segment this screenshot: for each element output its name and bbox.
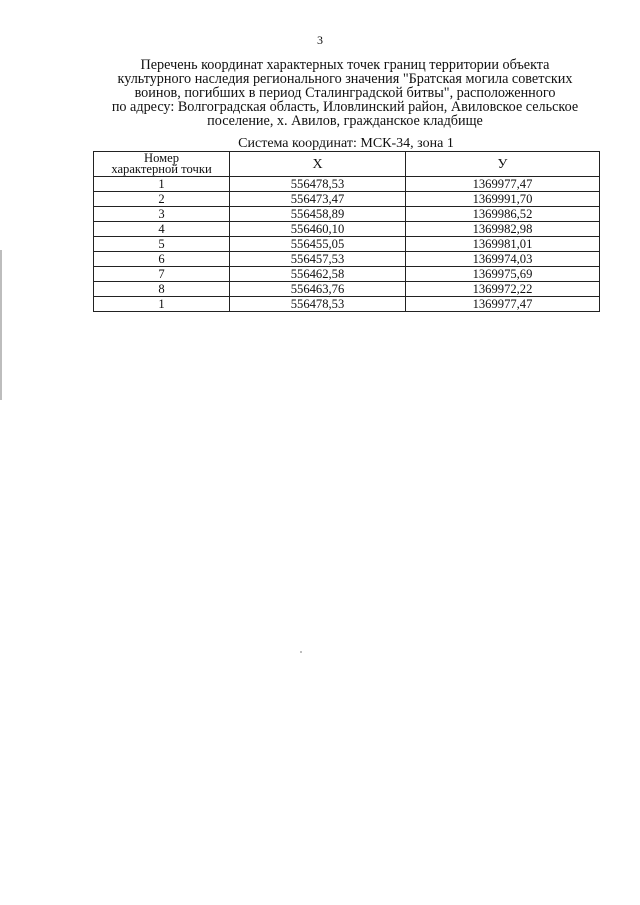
table-row [94,207,600,222]
title-line: поселение, х. Авилов, гражданское кладбище [207,113,483,129]
cell-y: 1369974,03 [406,252,600,267]
cell-point: 6 [94,252,230,267]
cell-y: 1369977,47 [406,297,600,312]
table-row [94,177,600,192]
cell-point: 3 [94,207,230,222]
coordinates-table [93,151,600,312]
cell-x: 556462,58 [230,267,406,282]
cell-x: 556455,05 [230,237,406,252]
table-row [94,297,600,312]
header-point-line1: Номер [143,150,179,165]
cell-x: 556478,53 [230,177,406,192]
title-line: воинов, погибших в период Сталинградской битвы", расположенного [134,85,556,101]
cell-point: 5 [94,237,230,252]
table-header-row [94,152,600,177]
cell-point: 8 [94,282,230,297]
table-row [94,192,600,207]
header-x: X [230,152,406,177]
cell-x: 556473,47 [230,192,406,207]
cell-y: 1369981,01 [406,237,600,252]
cell-point: 1 [94,177,230,192]
scan-edge-mark [0,250,2,400]
cell-x: 556460,10 [230,222,406,237]
table-row [94,282,600,297]
cell-y: 1369991,70 [406,192,600,207]
cell-y: 1369982,98 [406,222,600,237]
coordinate-system-caption: Система координат: МСК-34, зона 1 [238,136,454,151]
cell-point: 2 [94,192,230,207]
table-row [94,237,600,252]
header-point-line2: характерной точки [111,162,212,176]
title-line: культурного наследия регионального значения "Братская могила советских [117,71,573,87]
scan-dot-mark [300,651,302,653]
table-row [94,267,600,282]
cell-point: 4 [94,222,230,237]
title-line: по адресу: Волгоградская область, Иловлинский район, Авиловское сельское [111,99,579,115]
cell-point: 7 [94,267,230,282]
table-row [94,222,600,237]
cell-point: 1 [94,297,230,312]
header-y: У [406,152,600,177]
cell-y: 1369975,69 [406,267,600,282]
cell-y: 1369972,22 [406,282,600,297]
document-title [90,58,600,128]
table-row [94,252,600,267]
title-line: Перечень координат характерных точек границ территории объекта [140,57,550,73]
cell-x: 556457,53 [230,252,406,267]
cell-y: 1369977,47 [406,177,600,192]
header-point-number [94,152,230,177]
cell-y: 1369986,52 [406,207,600,222]
cell-x: 556478,53 [230,297,406,312]
cell-x: 556463,76 [230,282,406,297]
page-number: 3 [317,33,323,47]
cell-x: 556458,89 [230,207,406,222]
